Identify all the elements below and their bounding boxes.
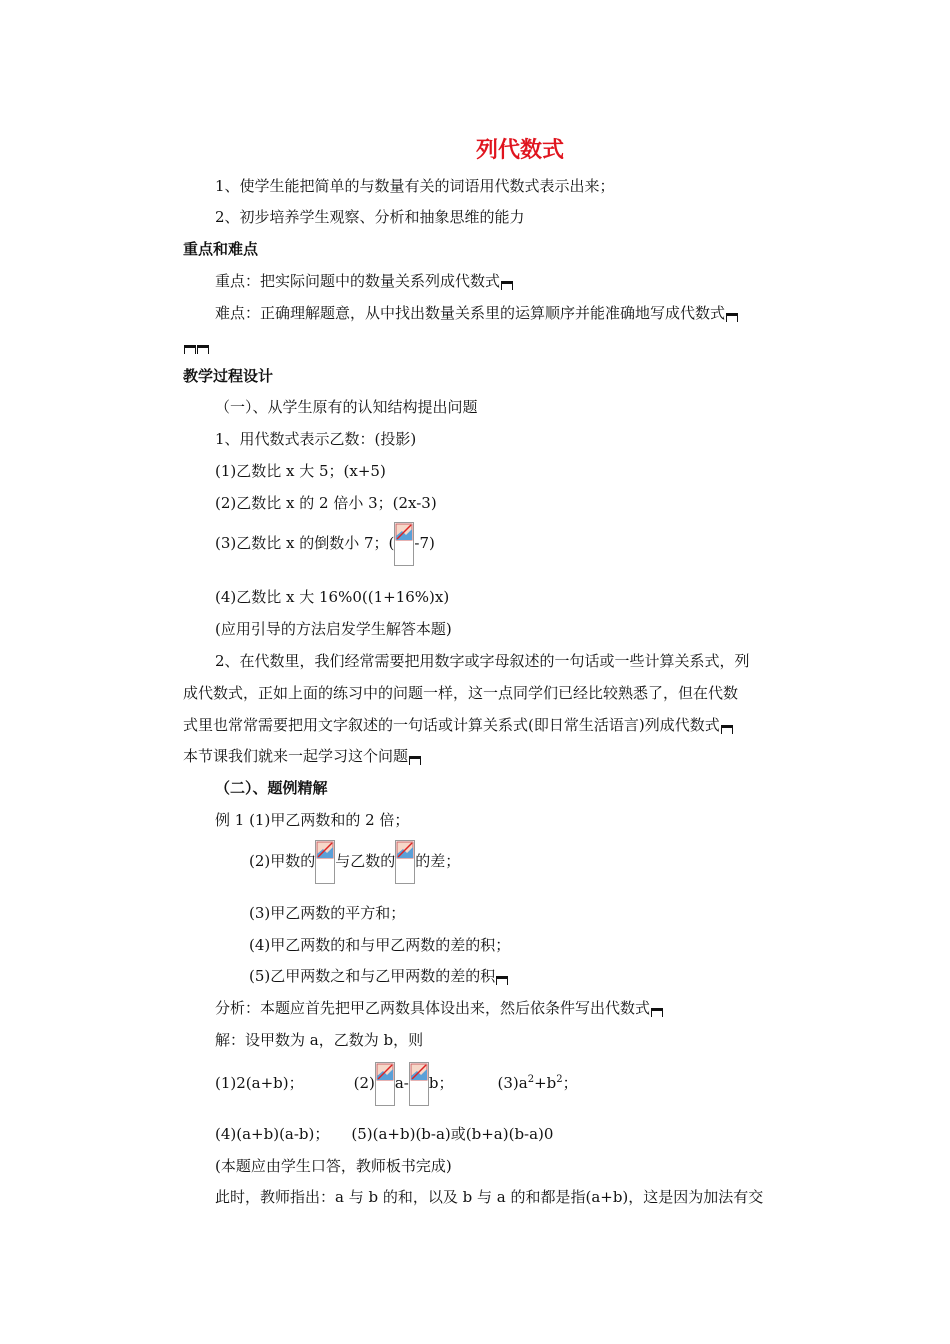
para-2-line-2: 成代数式，正如上面的练习中的问题一样，这一点同学们已经比较熟悉了，但在代数 [183, 684, 739, 702]
example-item-5-text: (5)乙甲两数之和与乙甲两数的差的积 [249, 967, 496, 985]
break-mark-icon [651, 1008, 663, 1017]
break-mark-icon [501, 281, 513, 290]
break-mark-icon [184, 345, 196, 354]
example-item-2-b: 与乙数的 [335, 852, 396, 870]
process-heading: 教学过程设计 [183, 367, 274, 385]
example-1-item-2 [249, 838, 460, 884]
hint-1: (应用引导的方法启发学生解答本题) [215, 620, 452, 638]
answer-3-end: ； [562, 1074, 578, 1092]
broken-image-icon [394, 522, 414, 566]
question-1: 1、用代数式表示乙数：(投影) [215, 430, 417, 448]
para-2-line-3 [183, 715, 733, 735]
key-point-text: 重点：把实际问题中的数量关系列成代数式 [215, 272, 501, 290]
broken-image-icon [409, 1062, 429, 1106]
para-2-line-4 [183, 746, 421, 766]
analysis [215, 998, 663, 1018]
break-marks [183, 335, 209, 355]
last-line: 此时，教师指出：a 与 b 的和，以及 b 与 a 的和都是指(a+b)，这是因为加法有交 [215, 1188, 764, 1206]
objective-1: 1、使学生能把简单的与数量有关的词语用代数式表示出来； [215, 177, 615, 195]
example-1-item-5 [249, 966, 508, 986]
answers-row-2 [215, 1124, 553, 1144]
analysis-text: 分析：本题应首先把甲乙两数具体设出来，然后依条件写出代数式 [215, 999, 651, 1017]
example-1-item-4: (4)甲乙两数的和与甲乙两数的差的积； [249, 936, 511, 954]
difficult-point-text: 难点：正确理解题意，从中找出数量关系里的运算顺序并能准确地写成代数式 [215, 304, 726, 322]
solution: 解：设甲数为 a，乙数为 b，则 [215, 1031, 424, 1049]
section-1-heading: （一）、从学生原有的认知结构提出问题 [215, 398, 478, 416]
difficult-point [215, 303, 738, 323]
key-heading: 重点和难点 [183, 240, 259, 258]
example-1-item-3: (3)甲乙两数的平方和； [249, 904, 406, 922]
break-mark-icon [197, 345, 209, 354]
answer-3 [497, 1074, 577, 1092]
answer-2-suffix: b； [428, 1074, 454, 1092]
example-1-item-1: 例 1 (1)甲乙两数和的 2 倍； [215, 811, 410, 829]
broken-image-icon [395, 840, 415, 884]
item-3-prefix: (3)乙数比 x 的倒数小 7；( [215, 534, 395, 552]
answers-row-1 [215, 1060, 578, 1106]
question-1-item-4: (4)乙数比 x 大 16%0((1+16%)x) [215, 588, 450, 606]
teacher-note: (本题应由学生口答，教师板书完成) [215, 1157, 452, 1175]
answer-3-exp-b: 2 [556, 1074, 563, 1085]
section-2-heading: （二）、题例精解 [215, 779, 328, 797]
example-item-2-a: (2)甲数的 [249, 852, 316, 870]
question-1-item-1: (1)乙数比 x 大 5；(x+5) [215, 462, 386, 480]
question-1-item-2: (2)乙数比 x 的 2 倍小 3；(2x-3) [215, 494, 437, 512]
break-mark-icon [409, 756, 421, 765]
answer-5: (5)(a+b)(b-a)或(b+a)(b-a)0 [351, 1125, 554, 1143]
para-2-line-4-text: 本节课我们就来一起学习这个问题 [183, 747, 409, 765]
broken-image-icon [375, 1062, 395, 1106]
answer-3-exp-a: 2 [527, 1074, 535, 1085]
objective-2: 2、初步培养学生观察、分析和抽象思维的能力 [215, 208, 525, 226]
broken-image-icon [315, 840, 335, 884]
answer-2-mid: a- [394, 1074, 409, 1092]
answer-4: (4)(a+b)(a-b)； [215, 1125, 330, 1143]
key-point [215, 271, 513, 291]
break-mark-icon [721, 725, 733, 734]
para-2-line-1: 2、在代数里，我们经常需要把用数字或字母叙述的一句话或一些计算关系式，列 [215, 652, 750, 670]
break-mark-icon [726, 313, 738, 322]
item-3-suffix: -7) [414, 534, 435, 552]
para-2-line-3-text: 式里也常常需要把用文字叙述的一句话或计算关系式(即日常生活语言)列成代数式 [183, 716, 720, 734]
answer-3-base-b: +b [534, 1074, 557, 1092]
document-title: 列代数式 [475, 137, 564, 163]
answer-3-base-a: (3)a [497, 1074, 528, 1092]
example-item-2-c: 的差； [415, 852, 461, 870]
question-1-item-3 [215, 520, 435, 566]
break-mark-icon [496, 976, 508, 985]
answer-2-prefix: (2) [353, 1074, 375, 1092]
answer-1: (1)2(a+b)； [215, 1074, 304, 1092]
